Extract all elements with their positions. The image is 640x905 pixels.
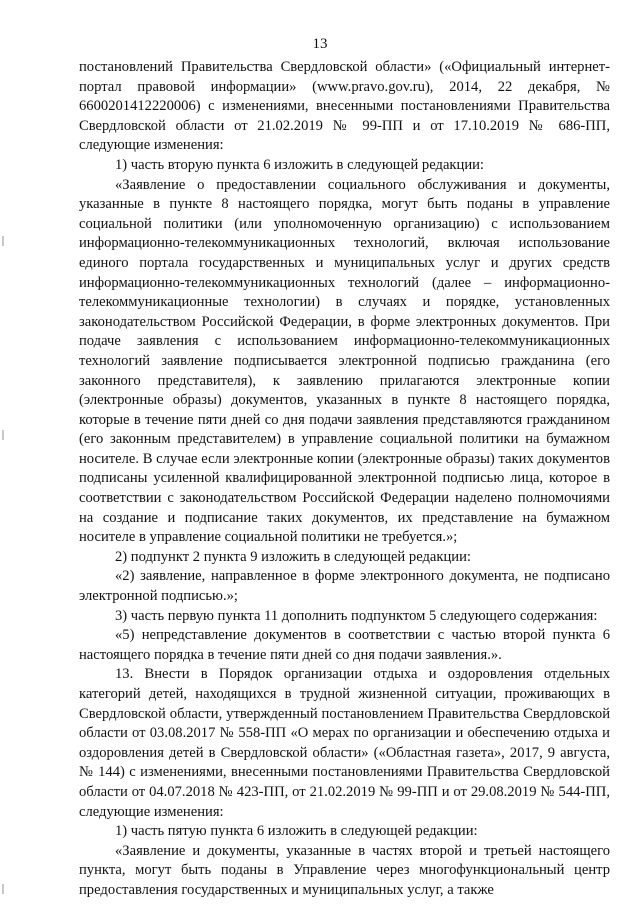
paragraph: постановлений Правительства Свердловской области» («Официальный интернет-портал правовой информации» (www.pravo.gov.ru), 2014, 22 декабря, № 6600201412220006) с изменениями, внесенными постановлениями Правительства Свердловской области от 21.02.2019 № 99-ПП и от 17.10.2019 № 686-ПП, следующие изменения:	[79, 59, 610, 154]
paragraph: «5) непредставление документов в соответствии с частью второй пункта 6 настоящего порядка в течение пяти дней со дня подачи заявления.».	[79, 627, 610, 663]
paragraph: 1) часть вторую пункта 6 изложить в следующей редакции:	[115, 156, 484, 173]
paragraph: «Заявление и документы, указанные в частях второй и третьей настоящего пункта, могут быть поданы в Управление через многофункциональный центр предоставления государственных и муниципальных услуг, а также	[79, 842, 610, 898]
paragraph: 3) часть первую пункта 11 дополнить подпунктом 5 следующего содержания:	[115, 607, 598, 624]
page-number: 13	[312, 36, 328, 52]
scan-edge-mark	[2, 884, 4, 894]
paragraph: 13. Внести в Порядок организации отдыха и оздоровления отдельных категорий детей, находящихся в трудной жизненной ситуации, проживающих в Свердловской области, утвержденный постановлением Правительства Свердловской области от 03.08.2017 № 558-ПП «О мерах по организации и обеспечению отдыха и оздоровления детей в Свердловской области» («Областная газета», 2017, 9 августа, № 144) с изменениями, внесенными постановлениями Правительства Свердловской области от 04.07.2018 № 423-ПП, от 21.02.2019 № 99-ПП и от 29.08.2019 № 544-ПП, следующие изменения:	[79, 666, 610, 820]
paragraph: «Заявление о предоставлении социального обслуживания и документы, указанные в пункте 8 настоящего порядка, могут быть поданы в управление социальной политики (или уполномоченную организацию) с использованием информационно-телекоммуникационных технологий, включая использование единого портала государственных и муниципальных услуг и других средств информационно-телекоммуникационных технологий (далее – информационно-телекоммуникационные технологии) в случаях и порядке, установленных законодательством Российской Федерации, в форме электронных документов. При подаче заявления с использованием информационно-телекоммуникационных технологий заявление подписывается электронной подписью гражданина (его законного представителя), к заявлению прилагаются электронные копии (электронные образы) документов, указанных в пункте 8 настоящего порядка, которые в течение пяти дней со дня подачи заявления представляются гражданином (его законным представителем) в управление социальной политики на бумажном носителе. В случае если электронные копии (электронные образы) таких документов подписаны усиленной квалифицированной электронной подписью лица, которое в соответствии с законодательством Российской Федерации наделено полномочиями на создание и подписание таких документов, их представление на бумажном носителе в управление социальной политики не требуется.»;	[79, 176, 610, 546]
paragraph: «2) заявление, направленное в форме электронного документа, не подписано электронной подписью.»;	[79, 568, 610, 605]
scan-edge-mark	[2, 236, 4, 246]
document-body	[79, 58, 610, 901]
scan-edge-mark	[2, 430, 4, 440]
paragraph: 1) часть пятую пункта 6 изложить в следующей редакции:	[115, 823, 478, 840]
paragraph: 2) подпункт 2 пункта 9 изложить в следующей редакции:	[115, 548, 471, 565]
